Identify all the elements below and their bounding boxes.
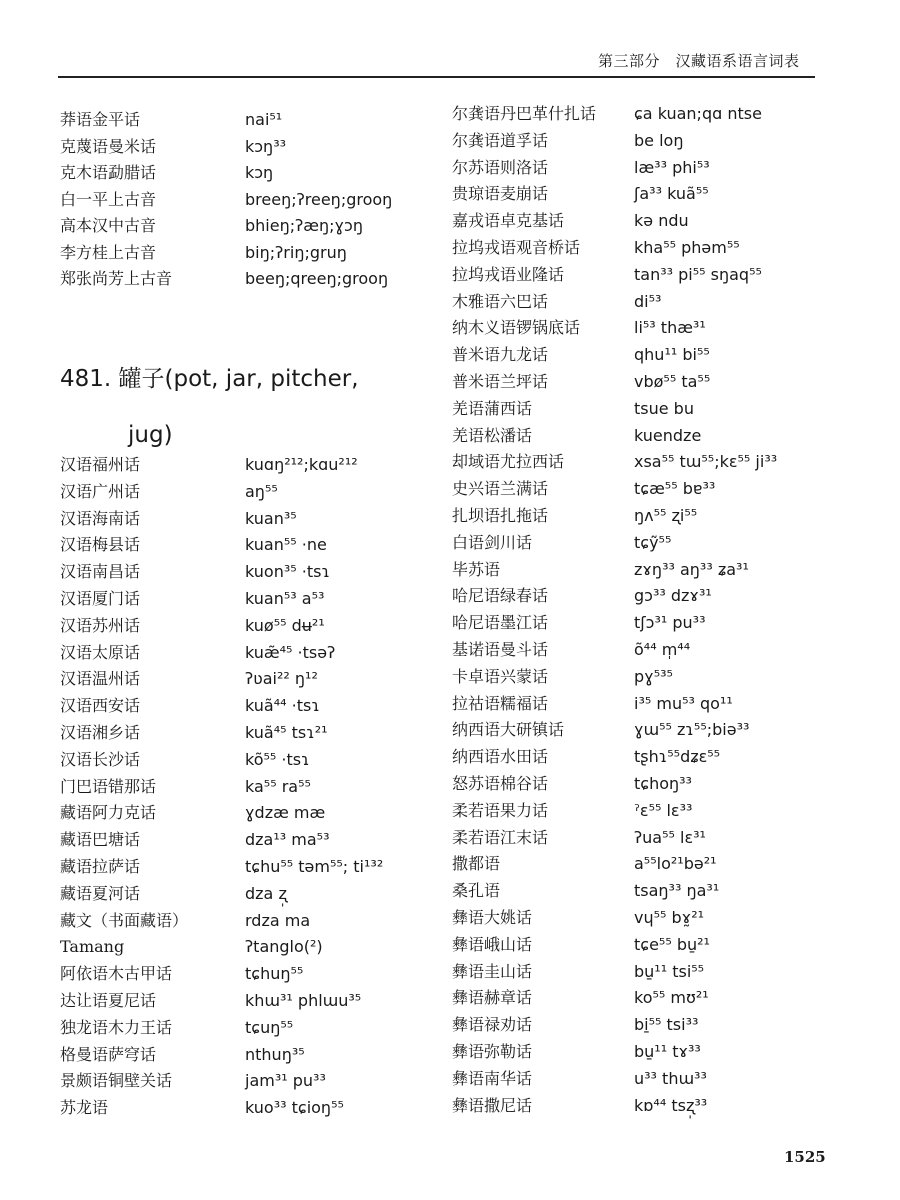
language-name: 木雅语六巴话 [452, 291, 549, 311]
phonetic-form: a⁵⁵lo²¹bə²¹ [634, 854, 717, 874]
phonetic-form: tɕuŋ⁵⁵ [245, 1017, 294, 1037]
language-name: 彝语弥勒话 [452, 1042, 533, 1061]
phonetic-form: bu̱¹¹ tɤ³³ [634, 1042, 701, 1061]
language-name: 白一平上古音 [60, 189, 157, 209]
language-name: 景颇语铜壁关话 [60, 1071, 173, 1091]
language-name: 纳西语大研镇话 [452, 720, 565, 740]
language-name: 李方桂上古音 [60, 242, 157, 262]
phonetic-form: kuendze [634, 425, 702, 445]
phonetic-form: ŋʌ⁵⁵ ʐi⁵⁵ [634, 506, 698, 525]
language-name: 桑孔语 [452, 881, 501, 901]
phonetic-form: vɥ⁵⁵ bɤ̰²¹ [634, 908, 705, 927]
phonetic-form: di⁵³ [634, 291, 662, 311]
language-name: 彝语南华话 [452, 1068, 533, 1088]
running-head: 第三部分 汉藏语系语言词表 [598, 52, 800, 70]
language-name: 彝语撒尼话 [452, 1095, 533, 1115]
phonetic-form: tɕhoŋ³³ [634, 774, 692, 793]
phonetic-form: kuɑŋ²¹²;kɑu²¹² [245, 455, 358, 474]
language-name: 汉语福州话 [60, 455, 141, 474]
language-name: 汉语太原话 [60, 642, 141, 662]
language-name: 汉语温州话 [60, 669, 141, 689]
language-name: 嘉戎语卓克基话 [452, 211, 565, 231]
phonetic-form: tɕhu⁵⁵ təm⁵⁵; ti¹³² [245, 857, 384, 876]
language-name: 扎坝语扎拖话 [452, 506, 549, 525]
language-name: 普米语兰坪话 [452, 372, 549, 391]
phonetic-form: tan³³ pi⁵⁵ sŋaq⁵⁵ [634, 264, 762, 284]
language-name: 基诺语曼斗话 [452, 640, 549, 659]
phonetic-form: tɕỹ⁵⁵ [634, 532, 672, 552]
language-name: 克木语勐腊话 [60, 163, 157, 182]
phonetic-form: ʔua⁵⁵ lɛ³¹ [634, 827, 706, 847]
language-name: 彝语圭山话 [452, 961, 533, 981]
phonetic-form: vbø⁵⁵ ta⁵⁵ [634, 372, 711, 391]
phonetic-form: ɣdzæ mæ [245, 803, 326, 823]
phonetic-form: gɔ³³ dzɤ³¹ [634, 586, 712, 606]
language-name: 撒都语 [452, 854, 501, 874]
language-name: 彝语赫章话 [452, 988, 533, 1008]
phonetic-form: tsue bu [634, 398, 694, 418]
language-name: 尔苏语则洛话 [452, 157, 549, 177]
language-name: 汉语长沙话 [60, 749, 141, 769]
phonetic-form: beeŋ;qreeŋ;grooŋ [245, 269, 389, 288]
entry-heading-line1: 481. 罐子(pot, jar, pitcher, [60, 366, 359, 392]
language-name: 拉坞戎语业隆话 [452, 264, 565, 284]
phonetic-form: nai⁵¹ [245, 110, 283, 129]
language-name: 汉语苏州话 [60, 615, 141, 635]
phonetic-form: kuã⁴⁴ ·tsɿ [245, 696, 320, 716]
phonetic-form: tɕhuŋ⁵⁵ [245, 964, 304, 984]
phonetic-form: kɒ⁴⁴ tsʐ̩³³ [634, 1095, 708, 1115]
language-name: 藏语拉萨话 [60, 857, 141, 876]
phonetic-form: xsa⁵⁵ tɯ⁵⁵;kɛ⁵⁵ ji³³ [634, 452, 778, 472]
phonetic-form: ʔʋai²² ŋ¹² [245, 669, 318, 689]
language-name: 阿依语木古甲话 [60, 964, 173, 984]
page-number: 1525 [784, 1148, 826, 1166]
language-name: 彝语峨山话 [452, 934, 533, 954]
language-name: 格曼语萨穹话 [60, 1044, 157, 1064]
phonetic-form: zɤŋ³³ aŋ³³ ʑa³¹ [634, 559, 749, 579]
language-name: 尔龚语道孚话 [452, 130, 549, 150]
language-name: Tamang [60, 937, 125, 957]
phonetic-form: tɕe⁵⁵ bu̱²¹ [634, 934, 710, 954]
phonetic-form: kuæ̃⁴⁵ ·tsəʔ [245, 642, 336, 662]
phonetic-form: kɔŋ [245, 163, 274, 182]
phonetic-form: kə ndu [634, 211, 689, 231]
entry-heading-line2: jug) [128, 422, 173, 448]
language-name: 苏龙语 [60, 1098, 109, 1118]
phonetic-form: ka⁵⁵ ra⁵⁵ [245, 776, 311, 796]
phonetic-form: kuo³³ tɕioŋ⁵⁵ [245, 1098, 344, 1118]
phonetic-form: jam³¹ pu³³ [245, 1071, 326, 1091]
entry-heading [60, 351, 390, 463]
language-name: 柔若语果力话 [452, 800, 549, 820]
language-name: 郑张尚芳上古音 [60, 269, 173, 288]
language-name: 汉语厦门话 [60, 589, 141, 608]
phonetic-form: bhieŋ;ʔæŋ;ɣɔŋ [245, 216, 363, 235]
language-name: 门巴语错那话 [60, 776, 157, 796]
language-name: 藏语阿力克话 [60, 803, 157, 823]
phonetic-form: kuø⁵⁵ dʉ²¹ [245, 615, 325, 635]
phonetic-form: qhu¹¹ bi⁵⁵ [634, 345, 710, 365]
language-name: 普米语九龙话 [452, 345, 549, 365]
header-rule [58, 76, 815, 78]
language-name: 汉语海南话 [60, 508, 141, 528]
phonetic-form: pɣ⁵³⁵ [634, 666, 673, 686]
phonetic-form: bi̱⁵⁵ tsi³³ [634, 1015, 699, 1035]
phonetic-form: kõ⁵⁵ ·tsɿ [245, 749, 310, 769]
phonetic-form: u³³ thɯ³³ [634, 1068, 707, 1088]
language-name: 藏语夏河话 [60, 883, 141, 903]
language-name: 藏文（书面藏语） [60, 910, 189, 930]
phonetic-form: khɯ³¹ phlɯu³⁵ [245, 991, 362, 1010]
phonetic-form: kuan⁵³ a⁵³ [245, 589, 325, 608]
phonetic-form: tʂhɿ⁵⁵dʑɛ⁵⁵ [634, 747, 721, 767]
language-name: 哈尼语绿春话 [452, 586, 549, 606]
language-name: 汉语南昌话 [60, 562, 141, 582]
language-name: 高本汉中古音 [60, 216, 157, 235]
language-name: 彝语大姚话 [452, 908, 533, 927]
phonetic-form: kɔŋ³³ [245, 136, 287, 156]
language-name: 汉语西安话 [60, 696, 141, 716]
phonetic-form: breeŋ;ʔreeŋ;grooŋ [245, 189, 393, 209]
phonetic-form: tɕæ⁵⁵ bɐ³³ [634, 479, 716, 499]
language-name: 纳木义语锣锅底话 [452, 318, 581, 338]
language-name: 克蔑语曼米话 [60, 136, 157, 156]
phonetic-form: be loŋ [634, 130, 684, 150]
phonetic-form: kuan³⁵ [245, 508, 297, 528]
language-name: 纳西语水田话 [452, 747, 549, 767]
phonetic-form: tʃɔ³¹ pu³³ [634, 613, 706, 633]
phonetic-form: nthuŋ³⁵ [245, 1044, 305, 1064]
phonetic-form: dza¹³ ma⁵³ [245, 830, 330, 850]
phonetic-form: ɕa kuan;qɑ ntse [634, 104, 762, 123]
language-name: 汉语湘乡话 [60, 723, 141, 742]
phonetic-form: ko⁵⁵ mʊ²¹ [634, 988, 709, 1008]
language-name: 汉语梅县话 [60, 535, 141, 555]
language-name: 柔若语江末话 [452, 827, 549, 847]
phonetic-form: kuan⁵⁵ ·ne [245, 535, 327, 555]
language-name: 拉坞戎语观音桥话 [452, 238, 581, 257]
phonetic-form: biŋ;ʔriŋ;gruŋ [245, 242, 347, 262]
phonetic-form: õ⁴⁴ m̩⁴⁴ [634, 640, 691, 659]
language-name: 莽语金平话 [60, 110, 141, 129]
phonetic-form: ʔtanglo(²) [245, 937, 323, 957]
phonetic-form: kuã⁴⁵ tsɿ²¹ [245, 723, 328, 742]
phonetic-form: ˀɛ⁵⁵ lɛ³³ [634, 800, 693, 820]
language-name: 藏语巴塘话 [60, 830, 141, 850]
language-name: 毕苏语 [452, 559, 501, 579]
phonetic-form: bu̱¹¹ tsi⁵⁵ [634, 961, 705, 981]
language-name: 卡卓语兴蒙话 [452, 666, 549, 686]
language-name: 独龙语木力王话 [60, 1017, 173, 1037]
phonetic-form: aŋ⁵⁵ [245, 481, 278, 501]
language-name: 羌语松潘话 [452, 425, 533, 445]
phonetic-form: rdza ma [245, 910, 311, 930]
phonetic-form: kha⁵⁵ phəm⁵⁵ [634, 238, 740, 257]
language-name: 却域语尤拉西话 [452, 452, 565, 472]
language-name: 史兴语兰满话 [452, 479, 549, 499]
phonetic-form: læ³³ phi⁵³ [634, 157, 710, 177]
language-name: 达让语夏尼话 [60, 991, 157, 1010]
language-name: 汉语广州话 [60, 481, 141, 501]
phonetic-form: tsaŋ³³ ŋa³¹ [634, 881, 720, 901]
language-name: 彝语禄劝话 [452, 1015, 533, 1035]
language-name: 白语剑川话 [452, 532, 533, 552]
language-name: 拉祜语糯福话 [452, 693, 549, 713]
phonetic-form: i³⁵ mu⁵³ qo¹¹ [634, 693, 733, 713]
language-name: 怒苏语棉谷话 [452, 774, 549, 793]
phonetic-form: ɣɯ⁵⁵ zɿ⁵⁵;biə³³ [634, 720, 750, 740]
language-name: 哈尼语墨江话 [452, 613, 549, 633]
phonetic-form: li⁵³ thæ³¹ [634, 318, 706, 338]
language-name: 羌语蒲西话 [452, 398, 533, 418]
language-name: 尔龚语丹巴革什扎话 [452, 104, 597, 123]
phonetic-form: dza ʐ̩ [245, 883, 287, 903]
phonetic-form: kuon³⁵ ·tsɿ [245, 562, 330, 582]
phonetic-form: ʃa³³ kuã⁵⁵ [634, 184, 709, 204]
language-name: 贵琼语麦崩话 [452, 184, 549, 204]
